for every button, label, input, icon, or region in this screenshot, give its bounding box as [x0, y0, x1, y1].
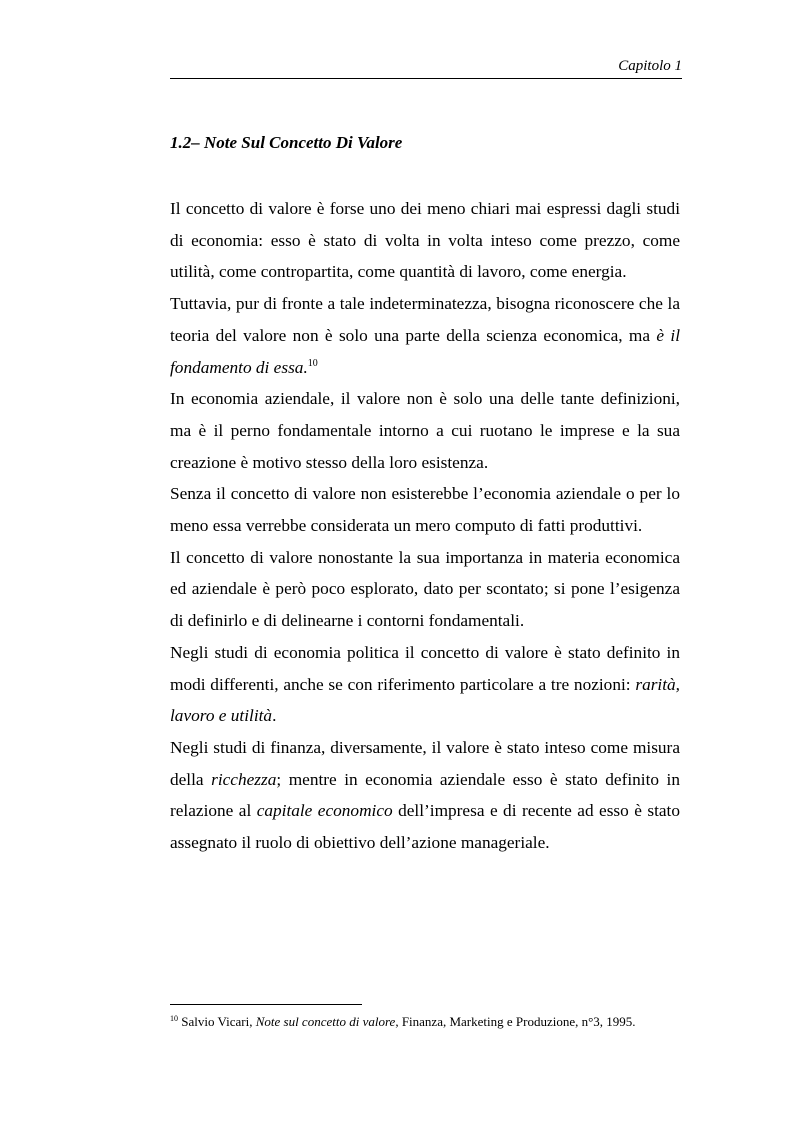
paragraph-2: Tuttavia, pur di fronte a tale indeterminatezza, bisogna riconoscere che la teoria del valore non è solo una parte della scienza economica, ma è il fondamento di essa.$^{10}$ — [170, 294, 680, 377]
footnote-number: 10 — [170, 1014, 178, 1023]
paragraph-3: In economia aziendale, il valore non è solo una delle tante definizioni, ma è il perno fondamentale intorno a cui ruotano le imprese e la sua creazione è motivo stesso della loro esistenza. — [170, 389, 680, 472]
paragraph-1: Il concetto di valore è forse uno dei meno chiari mai espressi dagli studi di economia: esso è stato di volta in volta inteso come prezzo, come utilità, come contropartita, come quantità di lavoro, come energia. — [170, 199, 680, 282]
footnote-work-title: Note sul concetto di valore — [255, 1014, 396, 1029]
body-text — [170, 193, 680, 859]
paragraph-4: Senza il concetto di valore non esisterebbe l’economia aziendale o per lo meno essa verrebbe considerata un mero computo di fatti produttivi. — [170, 484, 680, 536]
emphasis: capitale economico — [256, 801, 393, 821]
paragraph-7: Negli studi di finanza, diversamente, il valore è stato inteso come misura della ricchezza; mentre in economia aziendale esso è stato definito in relazione al capitale economico dell’impresa e di recente ad esso è stato assegnato il ruolo di obiettivo dell’azione manageriale. — [170, 737, 681, 853]
footnote-divider — [170, 1004, 362, 1005]
paragraph-5: Il concetto di valore nonostante la sua importanza in materia economica ed aziendale è però poco esplorato, dato per scontato; si pone l’esigenza di definirlo e di delinearne i contorni fondamentali. — [170, 547, 680, 631]
chapter-label: Capitolo 1 — [618, 58, 682, 74]
emphasis: ricchezza — [211, 769, 277, 789]
footnote: $^{10}$ Salvio Vicari, Note sul concetto di valore, Finanza, Marketing e Produzione, n°3, 1995. — [170, 1014, 636, 1029]
section-title: 1.2– Note Sul Concetto Di Valore — [170, 133, 403, 152]
emphasis: rarità, lavoro e utilità — [170, 674, 680, 726]
emphasis: è il fondamento di essa. — [170, 325, 680, 377]
footnote-ref[interactable]: 10 — [307, 357, 318, 369]
page-header — [170, 58, 682, 79]
paragraph-6: Negli studi di economia politica il concetto di valore è stato definito in modi differenti, anche se con riferimento particolare a tre nozioni: rarità, lavoro e utilità. — [170, 642, 680, 726]
